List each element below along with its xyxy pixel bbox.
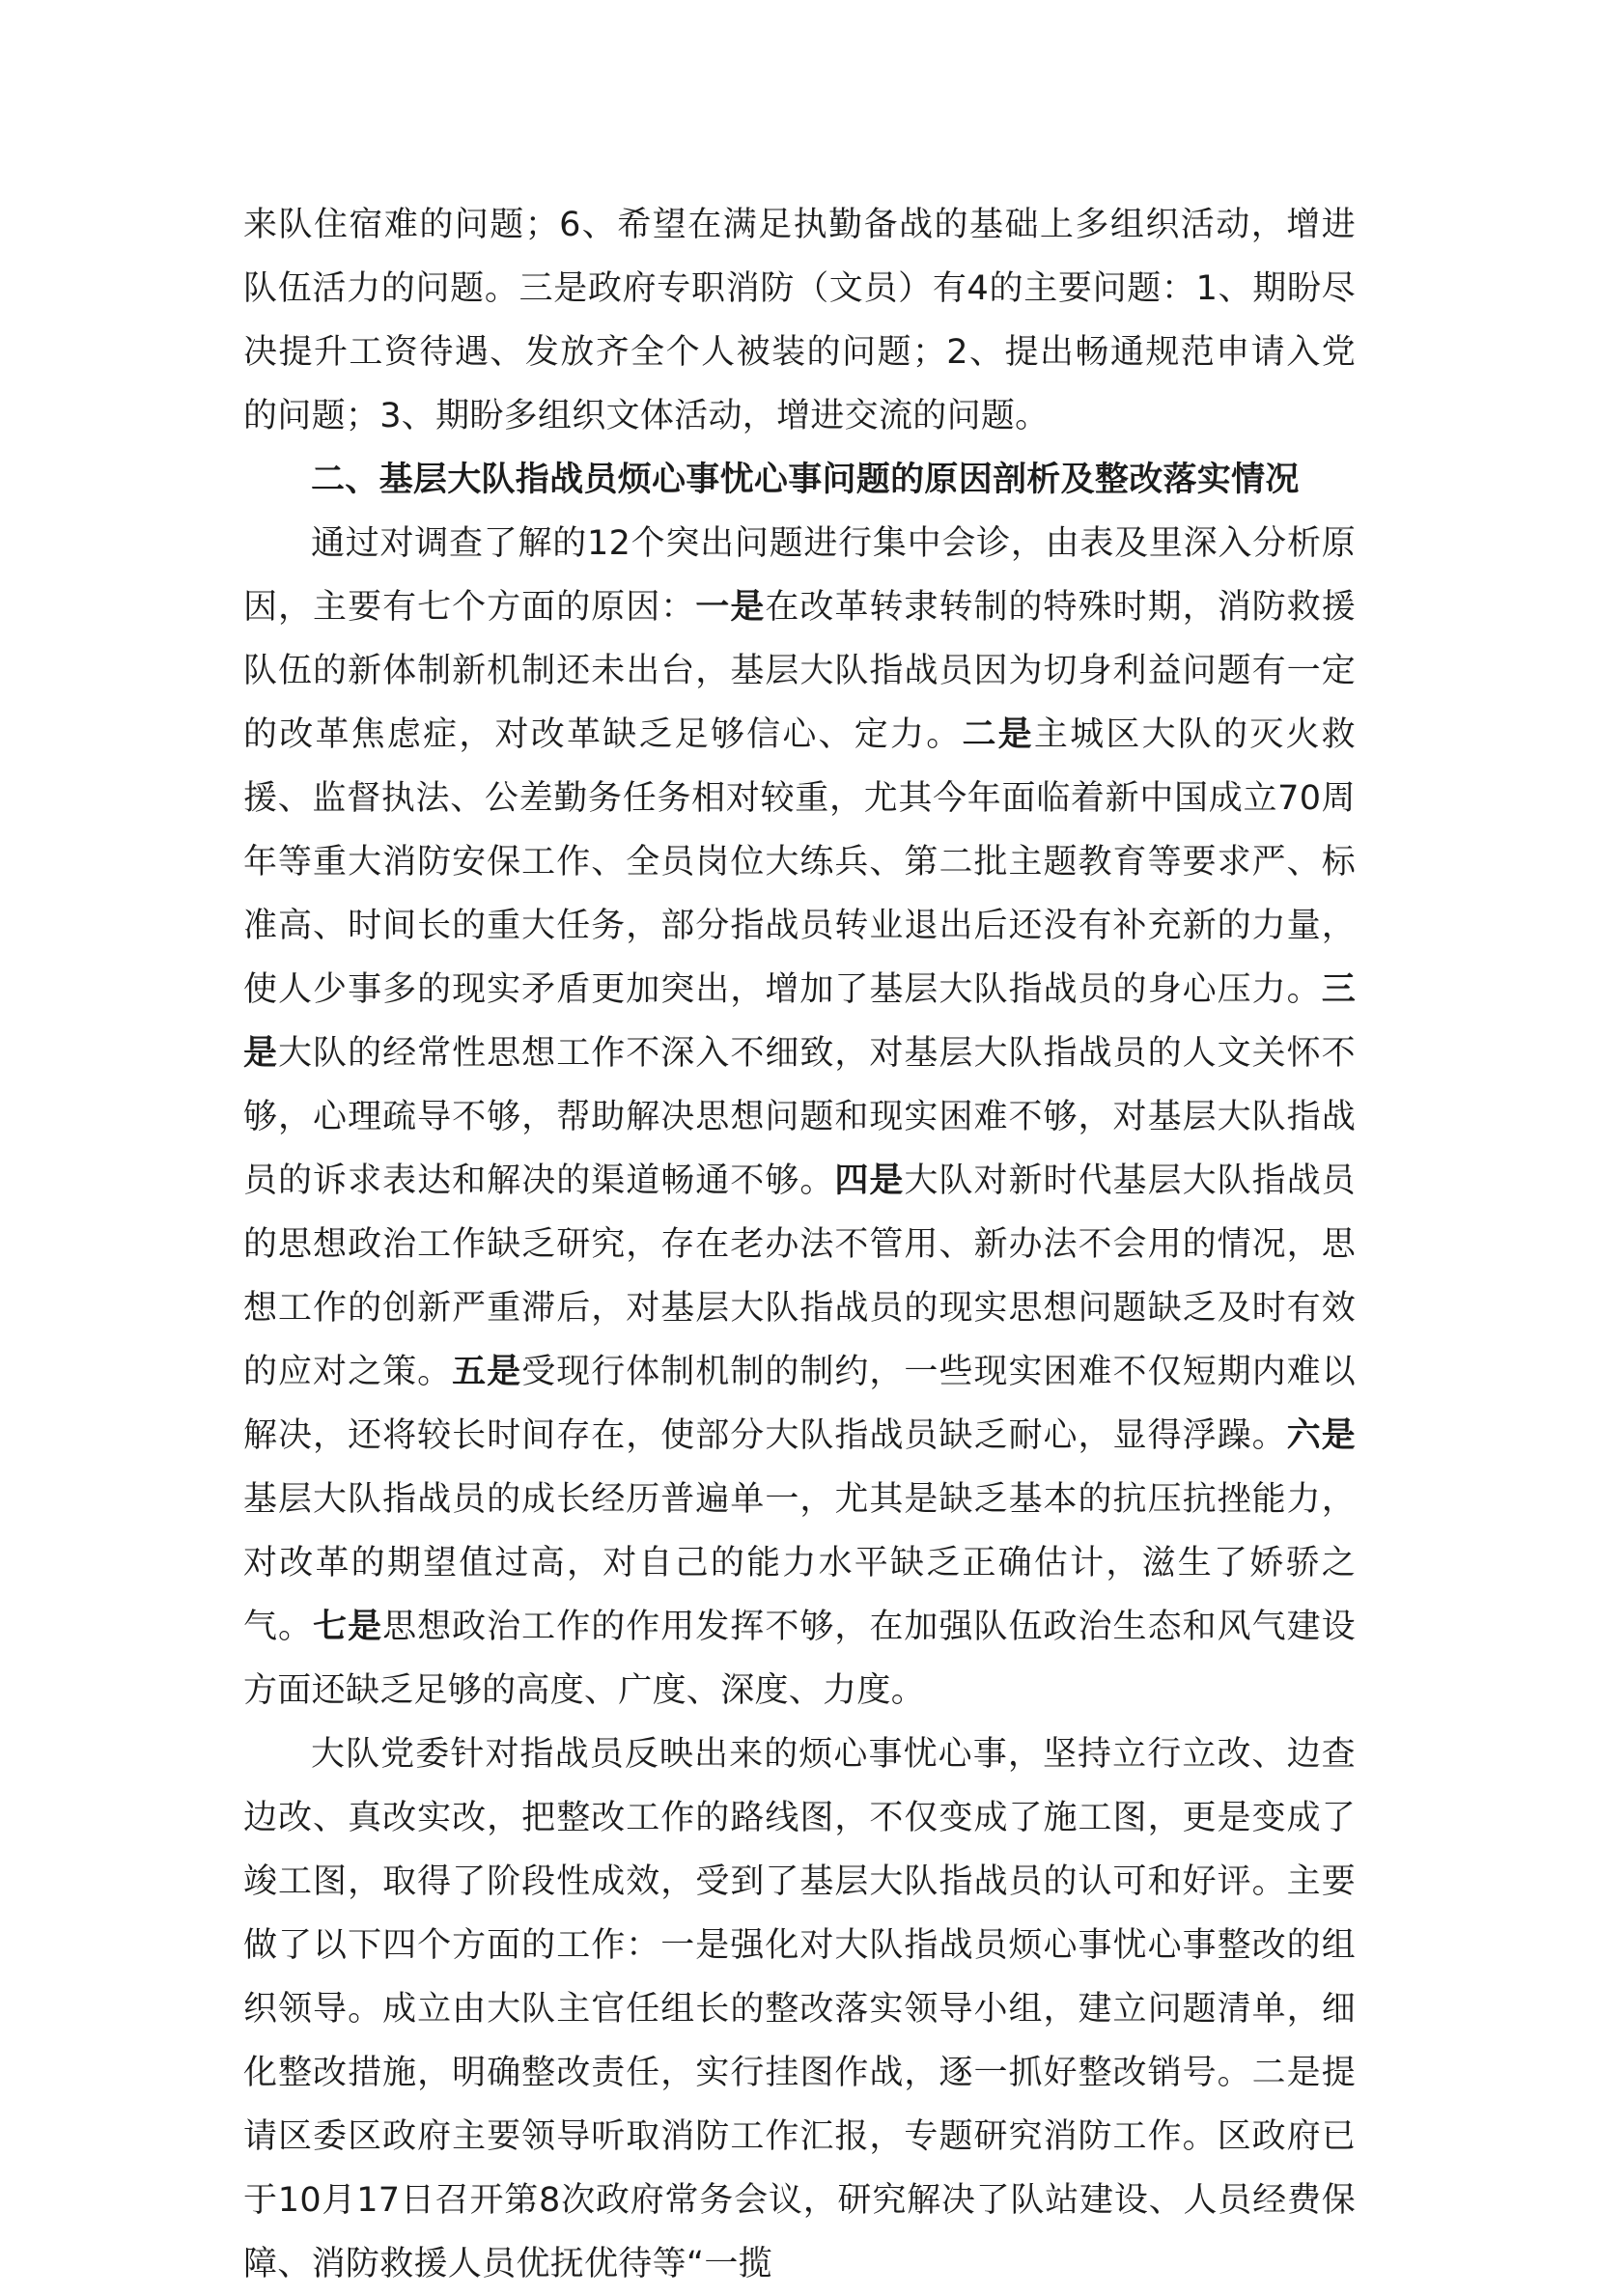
cause-text-5: 受现行体制机制的制约，一些现实困难不仅短期内难以解决，还将较长时间存在，使部分大队指战员缺乏耐心，显得浮躁。: [243, 1353, 1356, 1455]
cause-text-6: 基层大队指战员的成长经历普遍单一，尤其是缺乏基本的抗压抗挫能力，对改革的期望值过高，对自己的能力水平缺乏正确估计，滋生了娇骄之气。: [243, 1480, 1356, 1646]
cause-marker-4: 四是: [834, 1162, 905, 1200]
section-heading: 二、基层大队指战员烦心事忧心事问题的原因剖析及整改落实情况: [311, 461, 1300, 499]
cause-text-2: 主城区大队的灭火救援、监督执法、公差勤务任务相对较重，尤其今年面临着新中国成立70周年等重大消防安保工作、全员岗位大练兵、第二批主题教育等要求严、标准高、时间长的重大任务，部分指战员转业退出后还没有补充新的力量，使人少事多的现实矛盾更加突出，增加了基层大队指战员的身心压力。: [243, 715, 1356, 1009]
cause-marker-3: 三是: [243, 970, 1356, 1073]
cause-marker-7: 七是: [313, 1608, 383, 1646]
paragraph-cause-analysis: [243, 512, 1356, 1722]
document-page: [243, 193, 1356, 2296]
cause-text-7: 思想政治工作的作用发挥不够，在加强队伍政治生态和风气建设方面还缺乏足够的高度、广度、深度、力度。: [243, 1608, 1356, 1710]
cause-text-4: 大队对新时代基层大队指战员的思想政治工作缺乏研究，存在老办法不管用、新办法不会用的情况，思想工作的创新严重滞后，对基层大队指战员的现实思想问题缺乏及时有效的应对之策。: [243, 1162, 1356, 1391]
cause-marker-2: 二是: [962, 715, 1034, 754]
paragraph-rectification: 大队党委针对指战员反映出来的烦心事忧心事，坚持立行立改、边查边改、真改实改，把整改工作的路线图，不仅变成了施工图，更是变成了竣工图，取得了阶段性成效，受到了基层大队指战员的认可和好评。主要做了以下四个方面的工作：一是强化对大队指战员烦心事忧心事整改的组织领导。成立由大队主官任组长的整改落实领导小组，建立问题清单，细化整改措施，明确整改责任，实行挂图作战，逐一抓好整改销号。二是提请区委区政府主要领导听取消防工作汇报，专题研究消防工作。区政府已于10月17日召开第8次政府常务会议，研究解决了队站建设、人员经费保障、消防救援人员优抚优待等“一揽: [243, 1735, 1356, 2283]
cause-text-1: 在改革转隶转制的特殊时期，消防救援队伍的新体制新机制还未出台，基层大队指战员因为切身利益问题有一定的改革焦虑症，对改革缺乏足够信心、定力。: [243, 588, 1356, 754]
cause-marker-1: 一是: [695, 588, 766, 627]
cause-intro: 通过对调查了解的12个突出问题进行集中会诊，由表及里深入分析原因，主要有七个方面的原因：: [243, 524, 1356, 627]
cause-marker-6: 六是: [1286, 1416, 1356, 1455]
paragraph-continuation: 来队住宿难的问题；6、希望在满足执勤备战的基础上多组织活动，增进队伍活力的问题。三是政府专职消防（文员）有4的主要问题：1、期盼尽决提升工资待遇、发放齐全个人被装的问题；2、提出畅通规范申请入党的问题；3、期盼多组织文体活动，增进交流的问题。: [243, 206, 1356, 435]
cause-marker-5: 五是: [452, 1353, 522, 1391]
cause-text-3: 大队的经常性思想工作不深入不细致，对基层大队指战员的人文关怀不够，心理疏导不够，帮助解决思想问题和现实困难不够，对基层大队指战员的诉求表达和解决的渠道畅通不够。: [243, 1034, 1356, 1200]
